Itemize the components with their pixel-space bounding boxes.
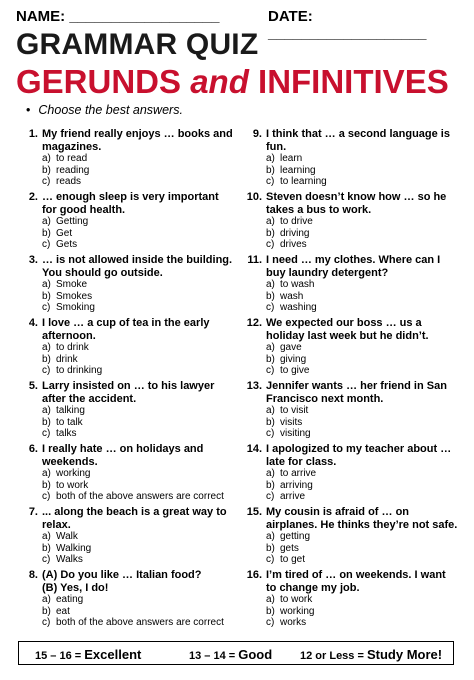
answer-option[interactable] — [266, 428, 459, 440]
answer-option[interactable] — [266, 606, 459, 618]
option-text: Walking — [56, 542, 92, 554]
question-item — [16, 191, 231, 254]
option-letter: c) — [42, 239, 51, 250]
question-number: 8. — [28, 569, 38, 581]
option-text: Getting — [56, 216, 89, 227]
answer-option[interactable] — [266, 554, 459, 566]
question-item — [240, 254, 455, 317]
option-text: Smoke — [56, 279, 88, 290]
answer-option[interactable] — [42, 176, 235, 188]
question-number: 5. — [28, 380, 38, 392]
question-text: ... along the beach is a great way to relax. — [42, 506, 227, 531]
option-text: gets — [280, 542, 299, 554]
answer-option[interactable] — [42, 594, 235, 606]
answer-option[interactable] — [266, 531, 459, 543]
score-range: 13 – 14 = — [189, 650, 239, 662]
option-text: talks — [56, 428, 77, 439]
answer-option[interactable] — [266, 480, 459, 492]
option-letter: c) — [42, 365, 51, 376]
option-text: arriving — [280, 479, 313, 491]
question-item — [16, 443, 231, 506]
option-letter: c) — [42, 491, 51, 502]
option-letter: b) — [266, 290, 275, 302]
subtitle-gerunds: GERUNDS — [16, 63, 191, 100]
instruction-text: Choose the best answers. — [38, 103, 183, 117]
option-letter: b) — [42, 164, 51, 176]
answer-option[interactable] — [266, 302, 459, 314]
score-result: Good — [238, 647, 273, 662]
answer-option[interactable] — [42, 405, 235, 417]
answer-option[interactable] — [42, 216, 235, 228]
quiz-subtitle — [16, 63, 449, 101]
option-letter: c) — [266, 428, 275, 439]
answer-option[interactable] — [42, 617, 235, 629]
option-text: talking — [56, 405, 85, 416]
question-text: I think that … a second language is fun. — [266, 128, 450, 153]
score-excellent — [35, 647, 141, 662]
answer-option[interactable] — [266, 365, 459, 377]
option-text: learning — [280, 164, 316, 176]
question-text: I really hate … on holidays and weekends. — [42, 443, 204, 468]
option-text: drink — [56, 353, 78, 365]
option-letter: b) — [266, 353, 275, 365]
answer-option[interactable] — [42, 165, 235, 177]
option-letter: c) — [42, 176, 51, 187]
answer-option[interactable] — [42, 153, 235, 165]
option-text: visiting — [280, 428, 311, 439]
answer-option[interactable] — [42, 491, 235, 503]
answer-option[interactable] — [42, 302, 235, 314]
question-text: I’m tired of … on weekends. I want to change my job. — [266, 569, 446, 594]
question-text: … is not allowed inside the building. You should go outside. — [42, 254, 233, 279]
option-text: to drive — [280, 216, 313, 227]
option-letter: b) — [42, 542, 51, 554]
question-item — [240, 380, 455, 443]
option-text: to work — [56, 479, 89, 491]
question-number: 3. — [28, 254, 38, 266]
answer-option[interactable] — [266, 491, 459, 503]
option-letter: a) — [42, 405, 51, 416]
option-text: Walks — [56, 554, 83, 565]
question-item — [240, 506, 458, 569]
option-text: to work — [280, 594, 313, 605]
option-text: reads — [56, 176, 82, 187]
option-letter: b) — [42, 605, 51, 617]
answer-option[interactable] — [42, 554, 235, 566]
option-letter: a) — [42, 594, 51, 605]
option-text: to drink — [56, 342, 89, 353]
option-letter: a) — [266, 405, 275, 416]
option-text: works — [280, 617, 307, 628]
answer-option[interactable] — [266, 176, 459, 188]
option-text: both of the above answers are correct — [56, 491, 224, 502]
question-number: 14. — [246, 443, 262, 455]
option-text: working — [280, 605, 315, 617]
option-letter: a) — [266, 468, 275, 479]
answer-option[interactable] — [266, 279, 459, 291]
option-letter: c) — [266, 239, 275, 250]
option-text: arrive — [280, 491, 306, 502]
answer-option[interactable] — [42, 279, 235, 291]
quiz-title: GRAMMAR QUIZ — [16, 28, 259, 61]
question-text: (A) Do you like … Italian food? (B) Yes, I do! — [42, 569, 202, 594]
question-text: I apologized to my teacher about … late for class. — [266, 443, 452, 468]
option-text: washing — [280, 302, 317, 313]
answer-option[interactable] — [266, 468, 459, 480]
question-number: 1. — [28, 128, 38, 140]
option-text: visits — [280, 416, 303, 428]
option-text: Walk — [56, 531, 78, 542]
option-letter: a) — [42, 342, 51, 353]
option-text: learn — [280, 153, 303, 164]
option-text: to learning — [280, 176, 327, 187]
bullet-icon: • — [26, 103, 31, 117]
option-letter: a) — [42, 531, 51, 542]
option-text: to wash — [280, 279, 315, 290]
scoring-box — [18, 641, 454, 665]
option-text: to visit — [280, 405, 309, 416]
option-text: wash — [280, 290, 304, 302]
question-number: 7. — [28, 506, 38, 518]
questions-column-right — [240, 128, 458, 632]
answer-option[interactable] — [42, 543, 235, 555]
question-item — [16, 254, 231, 317]
question-text: I need … my clothes. Where can I buy laundry detergent? — [266, 254, 441, 279]
question-number: 4. — [28, 317, 38, 329]
option-text: eating — [56, 594, 84, 605]
option-text: giving — [280, 353, 307, 365]
answer-option[interactable] — [266, 417, 459, 429]
option-text: working — [56, 468, 91, 479]
option-letter: a) — [266, 279, 275, 290]
option-letter: a) — [42, 153, 51, 164]
option-letter: c) — [266, 302, 275, 313]
questions-column-left — [16, 128, 231, 632]
answer-option[interactable] — [266, 165, 459, 177]
option-letter: b) — [42, 479, 51, 491]
option-text: to drinking — [56, 365, 103, 376]
option-letter: a) — [266, 153, 275, 164]
question-number: 9. — [252, 128, 262, 140]
question-number: 6. — [28, 443, 38, 455]
question-number: 11. — [247, 254, 262, 266]
answer-option[interactable] — [42, 606, 235, 618]
option-letter: a) — [266, 594, 275, 605]
option-letter: b) — [42, 290, 51, 302]
question-item — [16, 506, 231, 569]
option-text: to get — [280, 554, 306, 565]
question-item — [16, 128, 231, 191]
question-item — [16, 380, 231, 443]
option-letter: a) — [42, 468, 51, 479]
question-text: … enough sleep is very important for good health. — [42, 191, 219, 216]
option-letter: c) — [266, 554, 275, 565]
option-letter: c) — [266, 491, 275, 502]
option-text: to read — [56, 153, 88, 164]
answer-option[interactable] — [42, 428, 235, 440]
question-text: Jennifer wants … her friend in San Francisco next month. — [266, 380, 447, 405]
answer-option[interactable] — [266, 594, 459, 606]
score-result: Study More! — [366, 647, 443, 662]
option-letter: b) — [42, 353, 51, 365]
option-text: drives — [280, 239, 307, 250]
answer-option[interactable] — [266, 239, 459, 251]
question-number: 10. — [246, 191, 262, 203]
option-letter: b) — [266, 479, 275, 491]
question-item — [240, 569, 455, 632]
option-letter: c) — [266, 365, 275, 376]
score-study-more — [300, 647, 442, 662]
score-range: 15 – 16 = — [35, 650, 85, 662]
answer-option[interactable] — [266, 342, 459, 354]
option-letter: c) — [42, 617, 51, 628]
option-letter: a) — [42, 279, 51, 290]
answer-option[interactable] — [42, 354, 235, 366]
answer-option[interactable] — [266, 354, 459, 366]
option-text: Gets — [56, 239, 78, 250]
option-letter: a) — [266, 531, 275, 542]
answer-option[interactable] — [266, 228, 459, 240]
option-text: Get — [56, 227, 73, 239]
instructions — [26, 103, 183, 117]
answer-option[interactable] — [266, 153, 459, 165]
answer-option[interactable] — [266, 291, 459, 303]
option-text: driving — [280, 227, 310, 239]
question-item — [240, 191, 455, 254]
option-text: getting — [280, 531, 311, 542]
subtitle-infinitives: INFINITIVES — [248, 63, 449, 100]
answer-option[interactable] — [42, 365, 235, 377]
question-item — [240, 128, 455, 191]
option-text: eat — [56, 605, 70, 617]
option-text: Smoking — [56, 302, 95, 313]
option-letter: b) — [266, 605, 275, 617]
question-item — [240, 443, 455, 506]
answer-option[interactable] — [42, 417, 235, 429]
question-item — [16, 317, 231, 380]
question-number: 15. — [246, 506, 262, 518]
option-letter: c) — [266, 617, 275, 628]
option-text: to arrive — [280, 468, 317, 479]
question-number: 13. — [246, 380, 262, 392]
option-letter: b) — [42, 416, 51, 428]
question-number: 2. — [28, 191, 38, 203]
score-range: 12 or Less = — [300, 650, 367, 662]
option-letter: a) — [42, 216, 51, 227]
option-text: gave — [280, 342, 302, 353]
date-field-label: DATE: ___________________ — [268, 8, 427, 42]
option-letter: a) — [266, 342, 275, 353]
option-letter: b) — [266, 164, 275, 176]
score-good — [189, 647, 272, 662]
question-text: My friend really enjoys … books and magazines. — [42, 128, 233, 153]
header-row — [16, 8, 458, 42]
option-text: reading — [56, 164, 90, 176]
answer-option[interactable] — [42, 239, 235, 251]
question-text: I love … a cup of tea in the early afternoon. — [42, 317, 210, 342]
answer-option[interactable] — [42, 468, 235, 480]
question-text: My cousin is afraid of … on airplanes. He thinks they’re not safe. — [266, 506, 458, 531]
question-text: We expected our boss … us a holiday last week but he didn’t. — [266, 317, 429, 342]
option-text: both of the above answers are correct — [56, 617, 224, 628]
question-text: Steven doesn’t know how … so he takes a bus to work. — [266, 191, 447, 216]
option-letter: b) — [266, 227, 275, 239]
option-letter: c) — [42, 428, 51, 439]
option-letter: c) — [266, 176, 275, 187]
answer-option[interactable] — [42, 291, 235, 303]
option-letter: b) — [266, 542, 275, 554]
option-letter: c) — [42, 302, 51, 313]
answer-option[interactable] — [266, 543, 459, 555]
option-letter: c) — [42, 554, 51, 565]
question-item — [16, 569, 231, 632]
answer-option[interactable] — [266, 405, 459, 417]
answer-option[interactable] — [42, 531, 235, 543]
answer-option[interactable] — [42, 228, 235, 240]
question-text: Larry insisted on … to his lawyer after the accident. — [42, 380, 215, 405]
subtitle-and: and — [190, 63, 249, 100]
question-item — [240, 317, 455, 380]
name-field-label: NAME: __________________ — [16, 8, 220, 25]
option-text: Smokes — [56, 290, 93, 302]
question-number: 16. — [246, 569, 262, 581]
answer-option[interactable] — [266, 617, 459, 629]
option-text: to talk — [56, 416, 83, 428]
question-number: 12. — [246, 317, 262, 329]
option-letter: a) — [266, 216, 275, 227]
option-text: to give — [280, 365, 310, 376]
answer-option[interactable] — [42, 480, 235, 492]
option-letter: b) — [42, 227, 51, 239]
option-letter: b) — [266, 416, 275, 428]
answer-option[interactable] — [42, 342, 235, 354]
answer-option[interactable] — [266, 216, 459, 228]
score-result: Excellent — [84, 647, 142, 662]
